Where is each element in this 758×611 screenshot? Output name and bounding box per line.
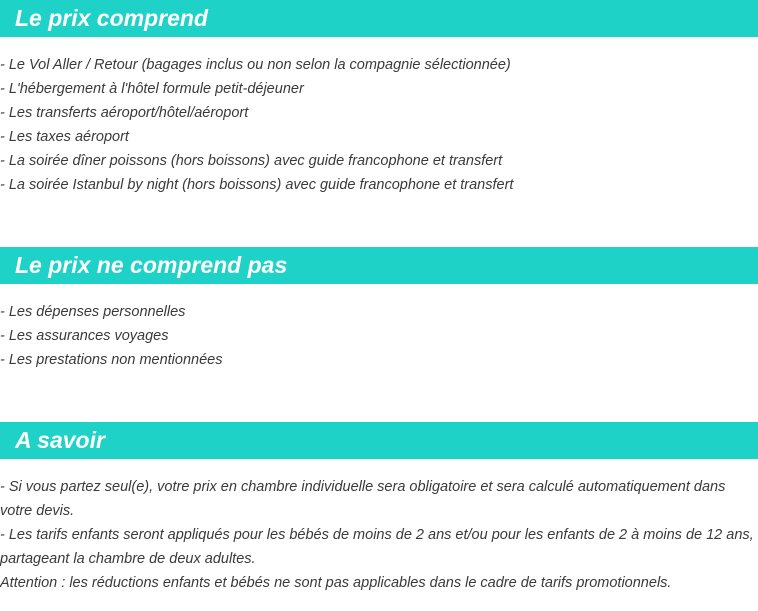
- list-item: - Les taxes aéroport: [0, 129, 129, 145]
- list-item: Attention : les réductions enfants et bébés ne sont pas applicables dans le cadre de tarifs promotionnels.: [0, 575, 672, 591]
- section-heading: A savoir: [0, 422, 758, 459]
- section-price-includes: [0, 0, 758, 197]
- section-price-excludes: [0, 247, 758, 372]
- list-item: - Les tarifs enfants seront appliqués pour les bébés de moins de 2 ans et/ou pour les enfants de 2 à moins de 12 ans, partageant la chambre de deux adultes.: [0, 527, 754, 567]
- list-item: - La soirée dîner poissons (hors boissons) avec guide francophone et transfert: [0, 153, 503, 169]
- list-item: - Les transferts aéroport/hôtel/aéroport: [0, 105, 249, 121]
- list-item: - Si vous partez seul(e), votre prix en chambre individuelle sera obligatoire et sera calculé automatiquement dans votre devis.: [0, 479, 726, 519]
- excluded-list: [0, 300, 758, 372]
- list-item: - Les assurances voyages: [0, 328, 169, 344]
- section-good-to-know: [0, 422, 758, 595]
- list-item: - Le Vol Aller / Retour (bagages inclus ou non selon la compagnie sélectionnée): [0, 57, 511, 73]
- list-item: - L'hébergement à l'hôtel formule petit-déjeuner: [0, 81, 304, 97]
- section-heading: Le prix ne comprend pas: [0, 247, 758, 284]
- included-list: [0, 53, 758, 197]
- list-item: - Les prestations non mentionnées: [0, 352, 223, 368]
- list-item: - Les dépenses personnelles: [0, 304, 186, 320]
- info-list: [0, 475, 756, 595]
- list-item: - La soirée Istanbul by night (hors boissons) avec guide francophone et transfert: [0, 177, 514, 193]
- section-heading: Le prix comprend: [0, 0, 758, 37]
